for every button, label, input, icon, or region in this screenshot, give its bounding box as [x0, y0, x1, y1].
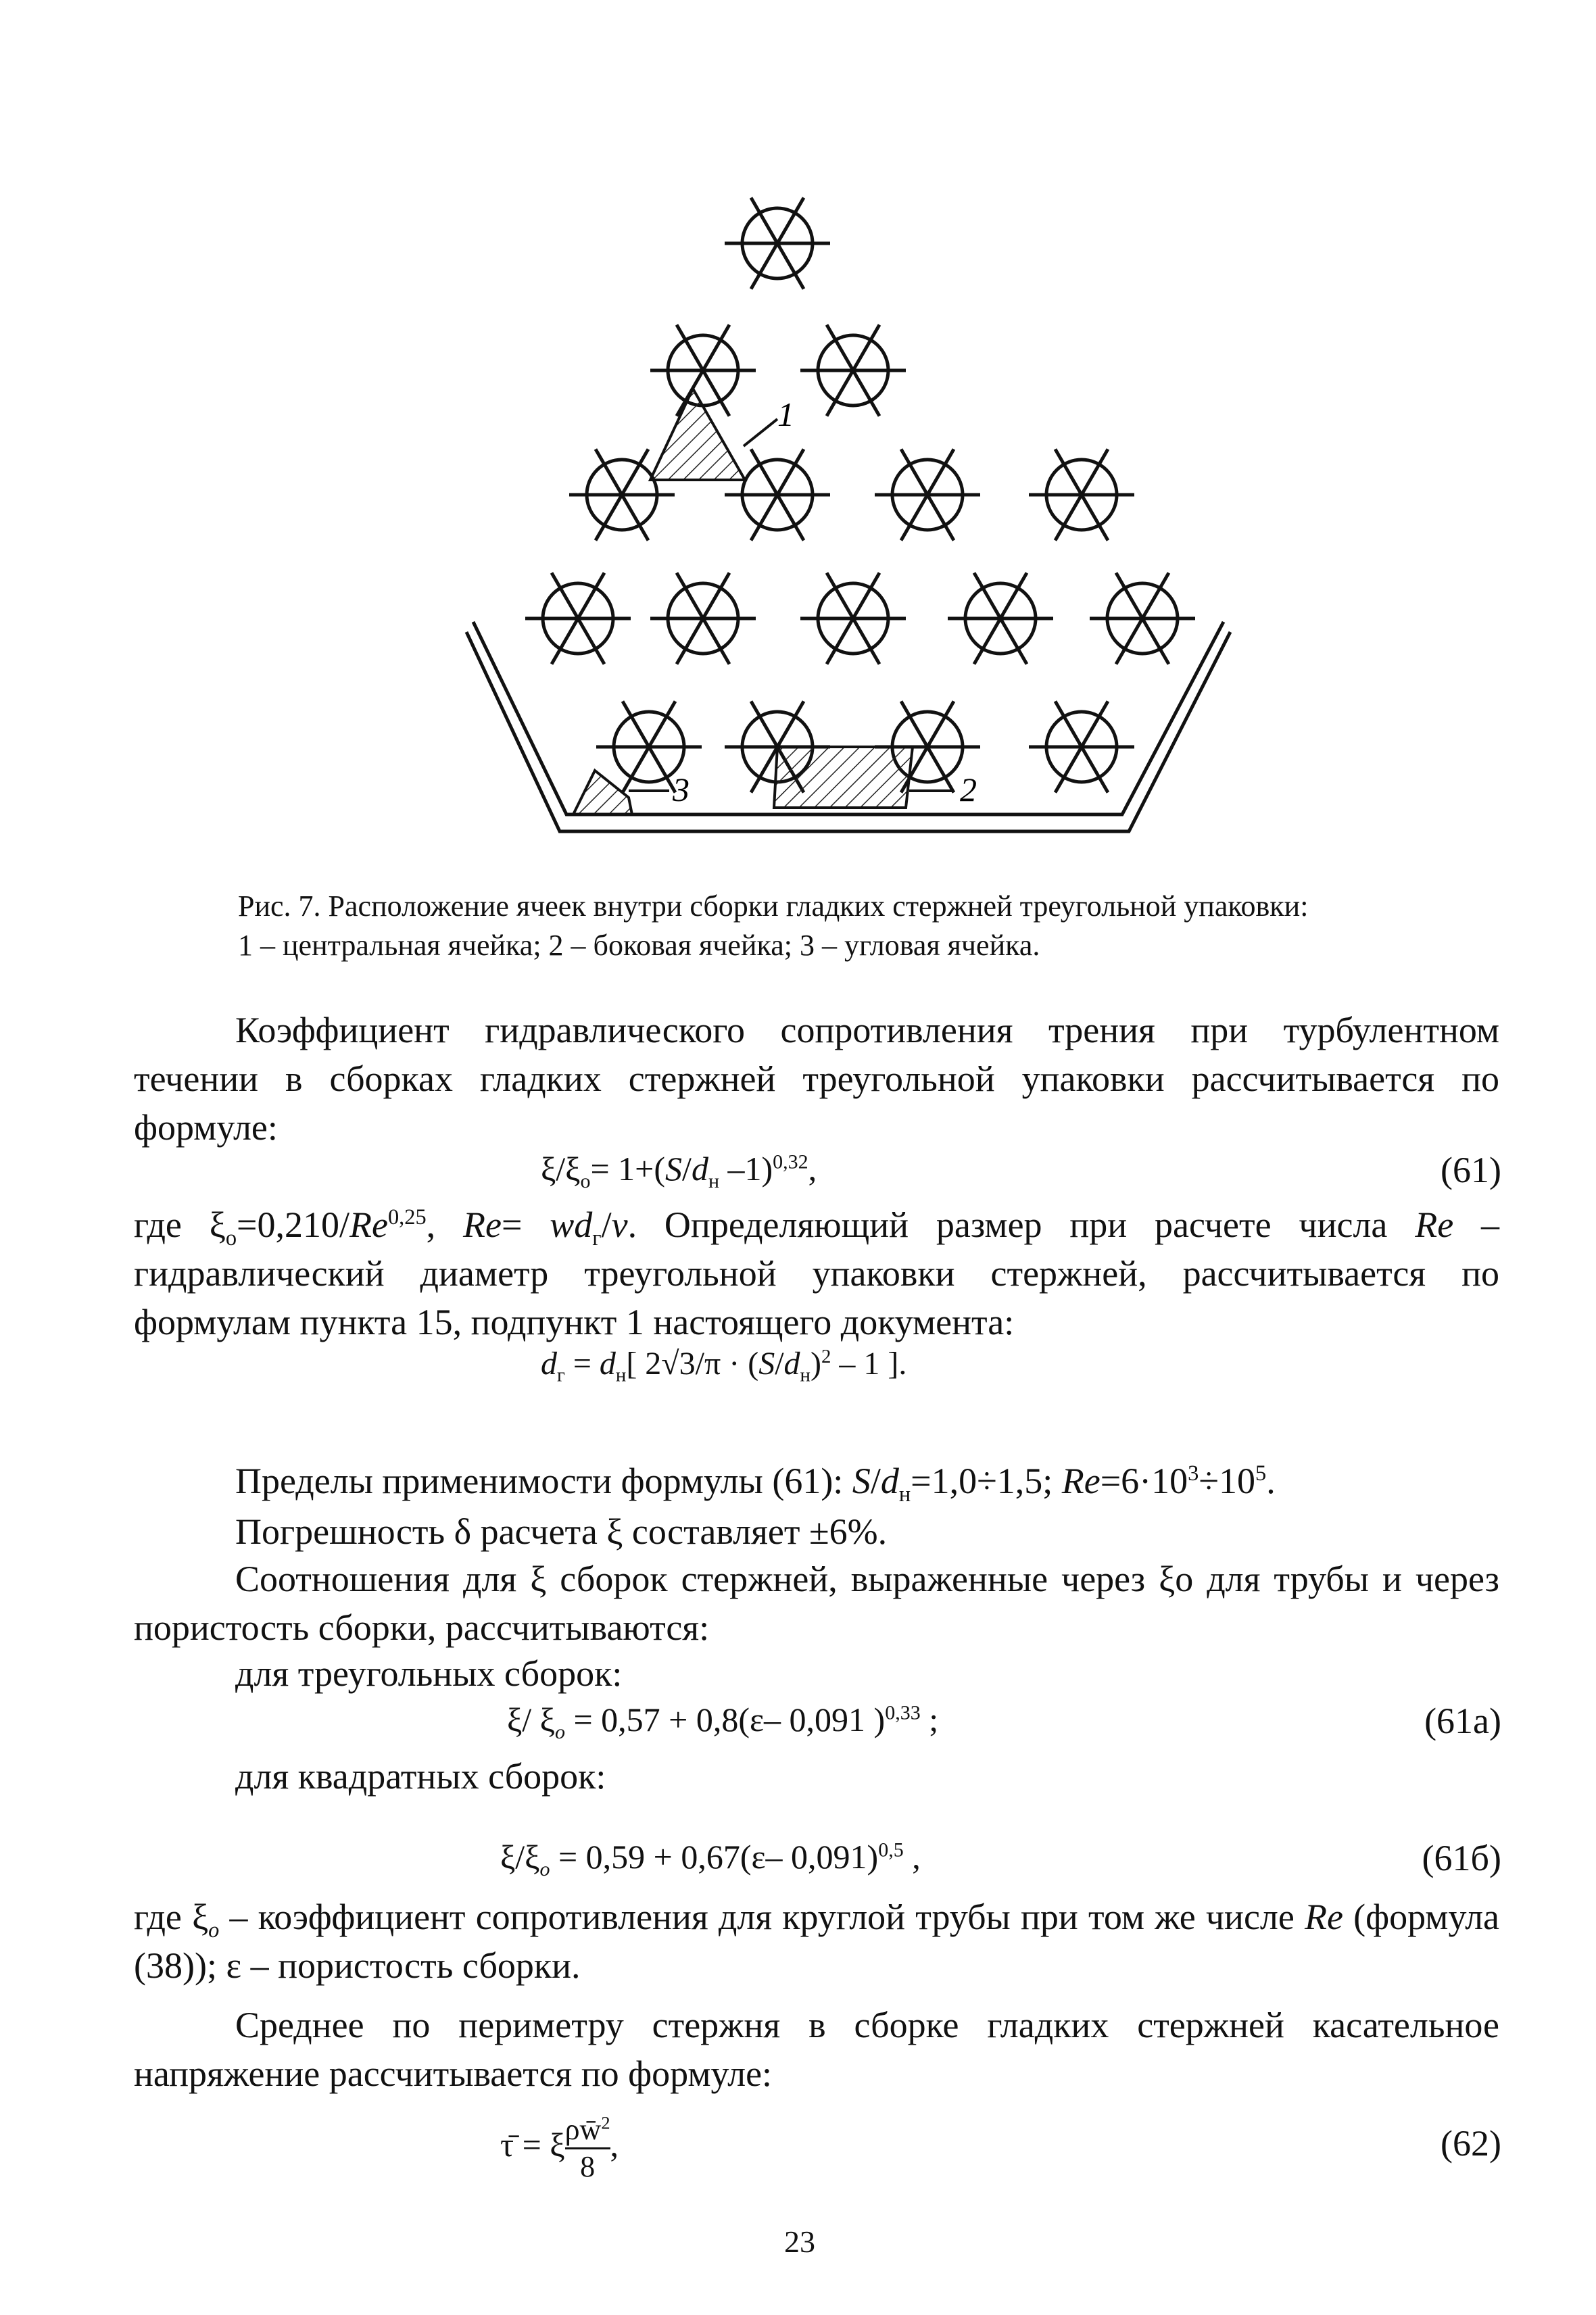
paragraph-friction-coefficient: Коэффициент гидравлического сопротивления трения при турбулентном течении в сборках гладких стержней треугольной упаковки рассчитывается по формуле: — [134, 1010, 1499, 1148]
paragraph-xi0-definition: где $\xi_о$ – коэффициент сопротивления для круглой трубы при том же числе Re (формула (38)); ε – пористость сборки. — [134, 1897, 1500, 1986]
label-side-cell: 2 — [960, 771, 977, 808]
rod-cross-section — [948, 572, 1053, 664]
equation-61a: ξ/ $\xi_о = 0,57 + 0,8(\varepsilon-$ 0,091 )$^{0,33}$ ; — [507, 1701, 939, 1743]
equation-62-number: (62) — [1441, 2123, 1501, 2164]
caption-line-2: 1 – центральная ячейка; 2 – боковая ячейка; 3 – угловая ячейка. — [238, 929, 1040, 962]
rod-cross-section — [650, 324, 756, 416]
caption-line-1: Рис. 7. Расположение ячеек внутри сборки гладких стержней треугольной упаковки: — [238, 890, 1309, 923]
rod-cross-section — [725, 197, 830, 289]
side-cell-hatch — [774, 747, 913, 808]
rod-cross-section — [1090, 572, 1195, 664]
rod-cross-section — [800, 324, 906, 416]
figure-caption — [238, 887, 1495, 965]
rod-cross-section — [525, 572, 631, 664]
equation-61: $\xi/\xi_о= 1+(S/d_н$ –1)$^{0,32}$, — [541, 1150, 817, 1192]
rod-cross-section — [725, 449, 830, 540]
equation-61b-number: (61б) — [1422, 1838, 1501, 1878]
equation-61a-number: (61а) — [1424, 1701, 1501, 1741]
rod-cross-section — [1029, 449, 1134, 540]
page-number: 23 — [784, 2224, 815, 2259]
rod-cross-section — [800, 572, 906, 664]
rod-cross-section — [875, 449, 980, 540]
error-statement: Погрешность δ расчета ξ составляет ±6%. — [235, 1511, 888, 1552]
rod-cross-section — [650, 572, 756, 664]
equation-hydraulic-diameter: $d_г = d_н$[ $2√3/\pi \cdot (S/d_н)^2 - 1$ ]. — [541, 1346, 907, 1386]
corner-cell-hatch — [573, 771, 632, 814]
applicability-limits: Пределы применимости формулы (61): $S/d_н=1,0\div 1,5$; $Re=6\cdot 10^3\div 10^5$. — [235, 1461, 1276, 1507]
equation-61-number: (61) — [1441, 1150, 1501, 1190]
rod-cross-section — [1029, 701, 1134, 792]
square-label: для квадратных сборок: — [235, 1756, 606, 1797]
label-central-cell: 1 — [777, 395, 794, 433]
rod-bundle-figure — [446, 176, 1257, 858]
label-corner-cell: 3 — [673, 771, 690, 808]
central-cell-hatch — [650, 389, 745, 480]
paragraph-relations: Соотношения для ξ сборок стержней, выраженные через ξо для трубы и через пористость сборки, рассчитываются: — [134, 1559, 1499, 1648]
equation-62: τ̄ = ξ $\frac{\rho w̄^2}{8}$ , — [500, 2112, 619, 2183]
paragraph-shear-stress: Среднее по периметру стержня в сборке гладких стержней касательное напряжение рассчитывается по формуле: — [134, 2005, 1499, 2094]
paragraph-definitions: где $\xi_о=0,210/Re^{0,25}$, $Re= wd_г/\nu$. Определяющий размер при расчете числа Re – гидравлический диаметр треугольной упаковки стержней, рассчитывается по формулам пункта 15, подпункт 1 настоящего документа: — [134, 1204, 1500, 1342]
equation-61b: $\xi/\xi_о = 0,59 + 0,67(\varepsilon-$ 0,091)$^{0,5}$ , — [500, 1838, 921, 1880]
triangular-label: для треугольных сборок: — [235, 1653, 623, 1694]
